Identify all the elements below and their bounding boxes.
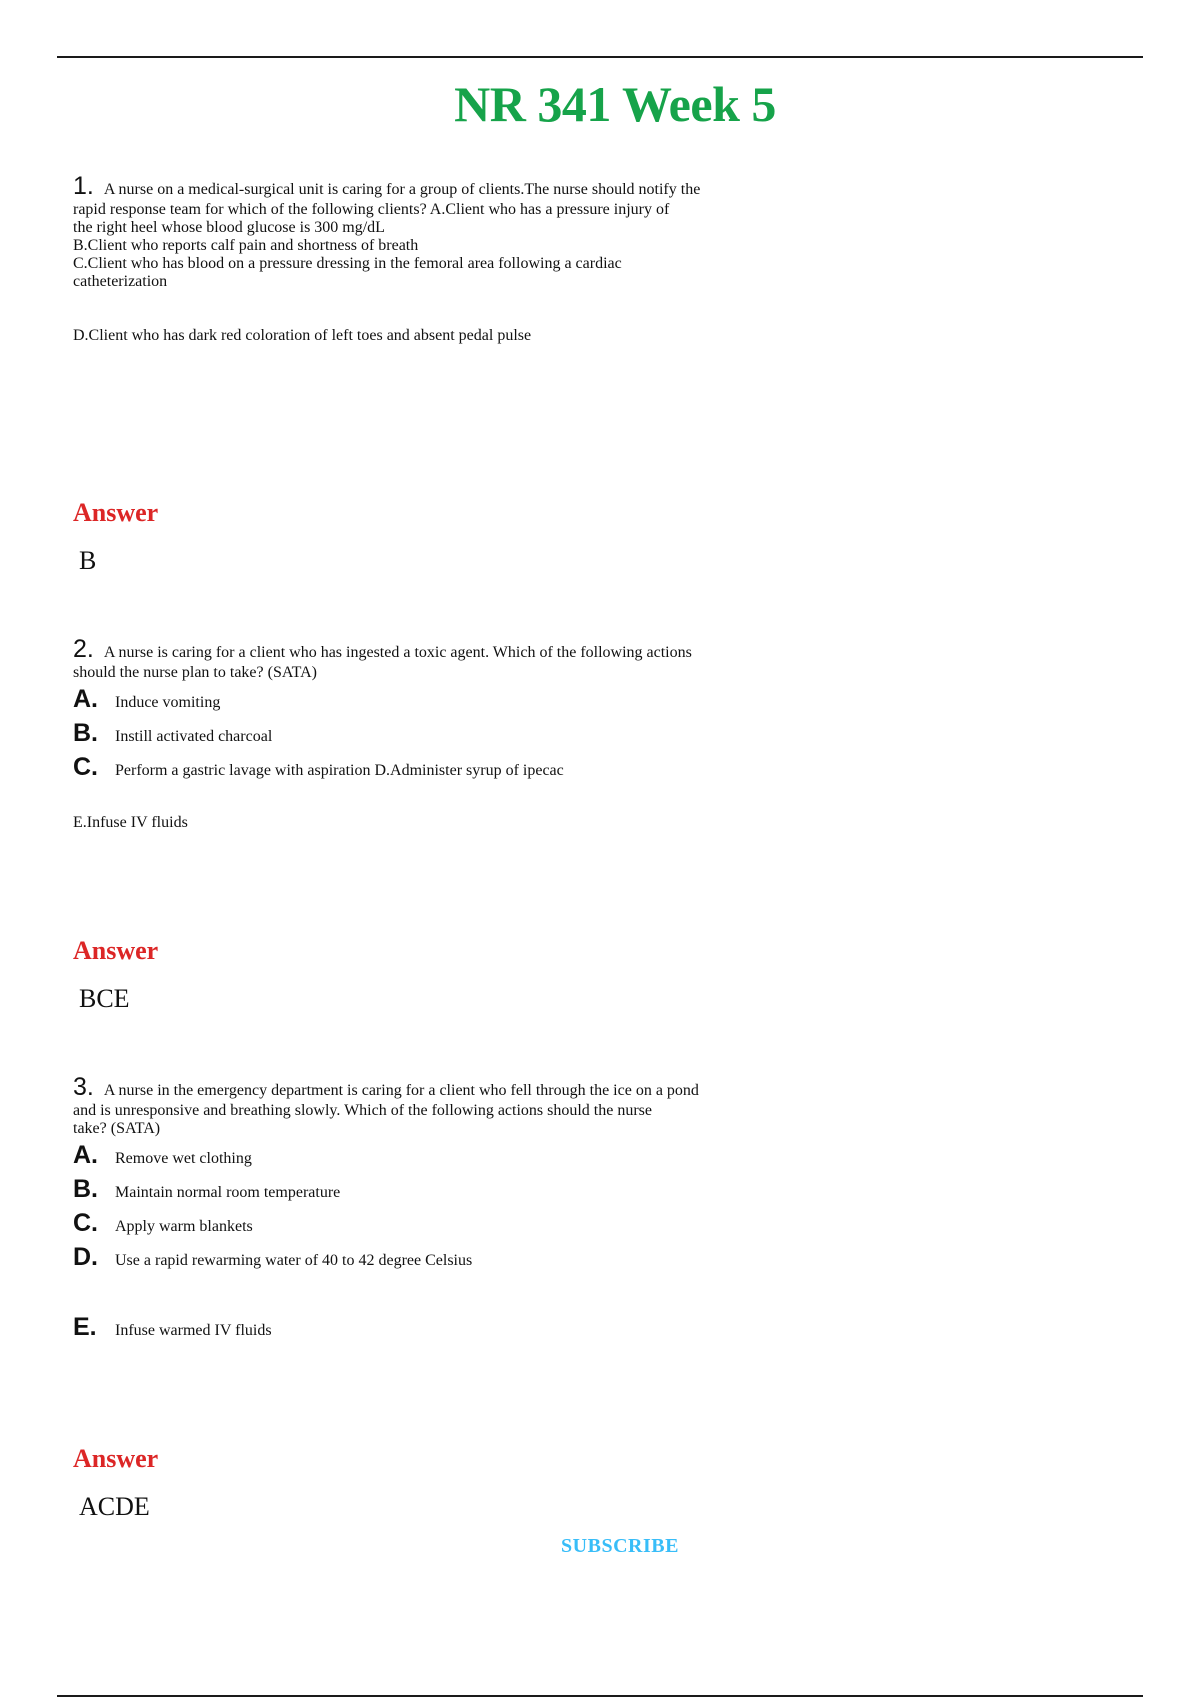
option-b	[73, 716, 1153, 750]
option-a	[73, 1138, 1153, 1172]
option-line: E.Infuse IV fluids	[73, 814, 188, 831]
option-text: Remove wet clothing	[115, 1150, 252, 1167]
question-text-line: should the nurse plan to take? (SATA)	[73, 664, 317, 681]
option-c	[73, 1206, 1153, 1240]
option-letter: A.	[73, 1141, 98, 1169]
option-text: Perform a gastric lavage with aspiration D.Administer syrup of ipecac	[115, 762, 564, 779]
option-text: Use a rapid rewarming water of 40 to 42 degree Celsius	[115, 1252, 473, 1269]
page-title: NR 341 Week 5	[454, 76, 776, 132]
question-3	[73, 1073, 1153, 1344]
option-line: B.Client who reports calf pain and shortness of breath	[73, 237, 419, 254]
answer-section-2	[73, 935, 1153, 1015]
option-a	[73, 682, 1153, 716]
question-1	[73, 172, 1153, 345]
answer-section-1	[73, 497, 1153, 577]
answer-value: B	[79, 546, 97, 575]
option-text: Apply warm blankets	[115, 1218, 253, 1235]
option-letter: B.	[73, 719, 98, 747]
option-d	[73, 1240, 1153, 1274]
option-letter: C.	[73, 753, 98, 781]
question-text-line: rapid response team for which of the following clients? A.Client who has a pressure injury of	[73, 201, 670, 218]
question-number: 1.	[73, 172, 94, 200]
answer-value: ACDE	[79, 1492, 150, 1521]
answer-label: Answer	[73, 936, 159, 965]
option-letter: E.	[73, 1313, 97, 1341]
answer-label: Answer	[73, 498, 159, 527]
question-text-line: A nurse in the emergency department is caring for a client who fell through the ice on a pond	[103, 1082, 699, 1099]
option-letter: B.	[73, 1175, 98, 1203]
answer-label: Answer	[73, 1444, 159, 1473]
question-text-line: the right heel whose blood glucose is 300 mg/dL	[73, 219, 385, 236]
option-letter: A.	[73, 685, 98, 713]
option-line: C.Client who has blood on a pressure dressing in the femoral area following a cardiac	[73, 255, 622, 272]
option-b	[73, 1172, 1153, 1206]
bottom-divider	[57, 1695, 1143, 1697]
option-letter: D.	[73, 1243, 98, 1271]
option-line: D.Client who has dark red coloration of left toes and absent pedal pulse	[73, 327, 532, 344]
top-divider	[57, 56, 1143, 58]
option-text: Maintain normal room temperature	[115, 1184, 341, 1201]
option-e	[73, 1310, 1153, 1344]
question-2	[73, 635, 1153, 832]
option-text: Infuse warmed IV fluids	[115, 1322, 272, 1339]
question-number: 3.	[73, 1073, 94, 1101]
subscribe-link[interactable]: SUBSCRIBE	[561, 1535, 679, 1557]
option-line: catheterization	[73, 273, 168, 290]
option-c	[73, 750, 1153, 784]
answer-section-3	[73, 1443, 1153, 1523]
question-text-line: take? (SATA)	[73, 1120, 161, 1137]
question-text-line: A nurse on a medical-surgical unit is caring for a group of clients.The nurse should notify the	[103, 181, 701, 198]
question-number: 2.	[73, 635, 94, 663]
question-text-line: A nurse is caring for a client who has ingested a toxic agent. Which of the following actions	[103, 644, 692, 661]
question-text-line: and is unresponsive and breathing slowly. Which of the following actions should the nurse	[73, 1102, 653, 1119]
option-text: Instill activated charcoal	[115, 728, 273, 745]
option-letter: C.	[73, 1209, 98, 1237]
answer-value: BCE	[79, 984, 130, 1013]
option-text: Induce vomiting	[115, 694, 221, 711]
